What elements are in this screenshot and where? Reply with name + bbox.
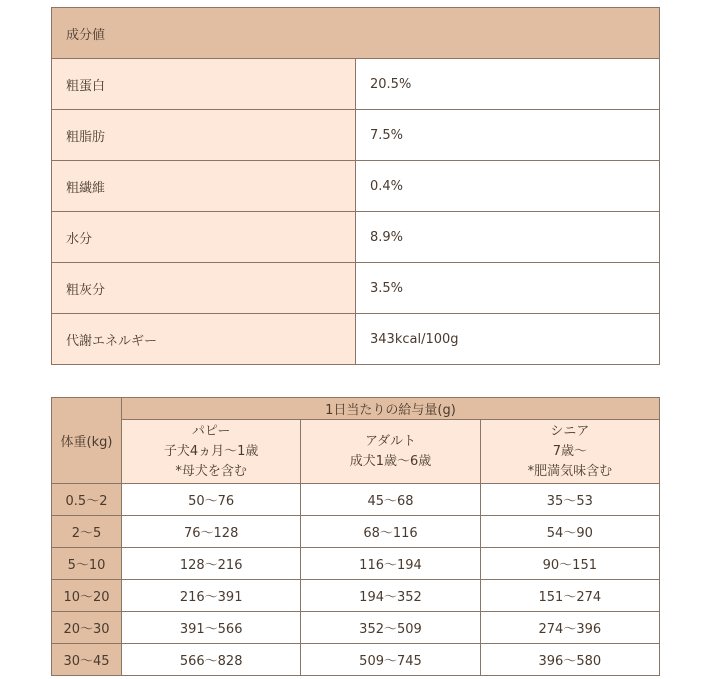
table-row [52,484,660,516]
stage-note: *母犬を含む [175,463,247,479]
nutrition-row-energy [52,314,660,365]
nutrition-table [51,7,660,365]
table-row [52,516,660,548]
nutrition-label: 水分 [52,212,356,263]
feeding-stage-header-row [52,420,660,484]
stage-header-adult [301,420,480,484]
puppy-amount-cell: 50〜76 [122,484,301,516]
nutrition-value: 343kcal/100g [356,314,660,365]
adult-amount-cell: 352〜509 [301,612,480,644]
adult-amount-cell: 194〜352 [301,580,480,612]
nutrition-row-fiber [52,161,660,212]
stage-header-senior [480,420,659,484]
weight-cell: 20〜30 [52,612,122,644]
nutrition-label: 粗繊維 [52,161,356,212]
stage-age: 7歳〜 [552,443,587,459]
nutrition-value: 8.9% [356,212,660,263]
nutrition-value: 3.5% [356,263,660,314]
puppy-amount-cell: 566〜828 [122,644,301,676]
weight-cell: 0.5〜2 [52,484,122,516]
adult-amount-cell: 509〜745 [301,644,480,676]
senior-amount-cell: 396〜580 [480,644,659,676]
stage-age: 子犬4ヵ月〜1歳 [163,443,259,459]
nutrition-label: 代謝エネルギー [52,314,356,365]
weight-cell: 10〜20 [52,580,122,612]
nutrition-row-protein [52,59,660,110]
puppy-amount-cell: 128〜216 [122,548,301,580]
stage-note: *肥満気味含む [527,463,613,479]
table-row [52,580,660,612]
nutrition-label: 粗蛋白 [52,59,356,110]
puppy-amount-cell: 76〜128 [122,516,301,548]
table-row [52,612,660,644]
weight-cell: 30〜45 [52,644,122,676]
feeding-table [51,397,660,676]
stage-name: アダルト [364,433,417,449]
weight-cell: 5〜10 [52,548,122,580]
feeding-super-header-row [52,398,660,420]
senior-amount-cell: 274〜396 [480,612,659,644]
puppy-amount-cell: 391〜566 [122,612,301,644]
nutrition-label: 粗灰分 [52,263,356,314]
nutrition-header: 成分値 [52,8,660,59]
weight-header: 体重(kg) [52,398,122,484]
weight-cell: 2〜5 [52,516,122,548]
nutrition-row-fat [52,110,660,161]
stage-age: 成犬1歳〜6歳 [349,453,432,469]
senior-amount-cell: 151〜274 [480,580,659,612]
adult-amount-cell: 45〜68 [301,484,480,516]
table-row [52,548,660,580]
stage-name: パピー [191,423,231,439]
stage-header-puppy [122,420,301,484]
nutrition-header-row [52,8,660,59]
nutrition-row-moisture [52,212,660,263]
amount-header: 1日当たりの給与量(g) [122,398,660,420]
nutrition-value: 7.5% [356,110,660,161]
adult-amount-cell: 68〜116 [301,516,480,548]
table-row [52,644,660,676]
senior-amount-cell: 54〜90 [480,516,659,548]
nutrition-value: 0.4% [356,161,660,212]
nutrition-label: 粗脂肪 [52,110,356,161]
adult-amount-cell: 116〜194 [301,548,480,580]
senior-amount-cell: 90〜151 [480,548,659,580]
stage-name: シニア [550,423,590,439]
nutrition-value: 20.5% [356,59,660,110]
nutrition-row-ash [52,263,660,314]
puppy-amount-cell: 216〜391 [122,580,301,612]
senior-amount-cell: 35〜53 [480,484,659,516]
